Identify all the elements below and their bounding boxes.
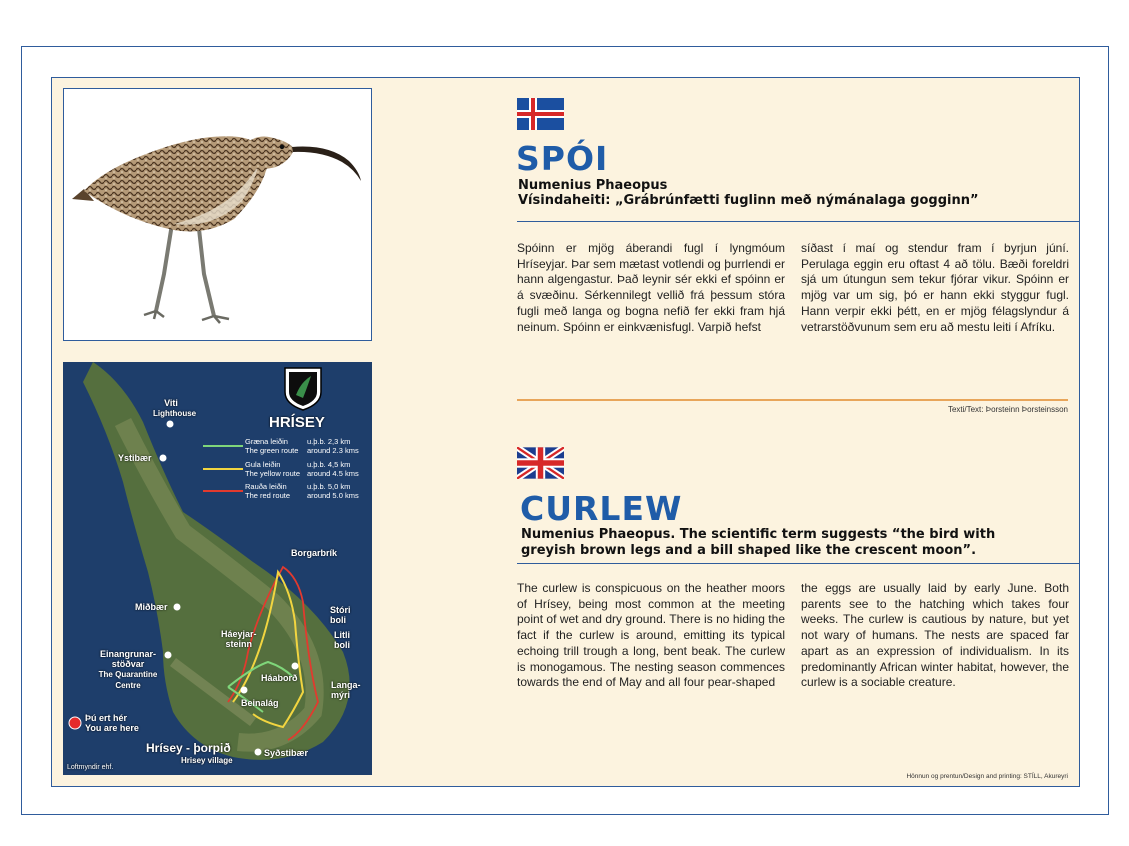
- uk-flag-icon: [517, 447, 564, 479]
- english-column-2: the eggs are usually laid by early June. Both parents see to the hatching which takes four weeks. The curlew is cautious by nature, but yet not wary of humans. The nests are spaced far apart as an expression of individualism. In its predominantly African winter habitat, however, the curlew is a sociable creature.: [801, 581, 1069, 690]
- label-you-are-here: Þú ert hér You are here: [85, 713, 139, 733]
- legend-yellow: Gula leiðin u.þ.b. 4,5 km The yellow route around 4.5 kms: [245, 460, 359, 478]
- label-ystibaer: Ystibær: [118, 453, 152, 463]
- label-sydstibaer: Syðstibær: [264, 748, 309, 758]
- english-column-1: The curlew is conspicuous on the heather moors of Hrísey, being most common at the meeting point of wet and dry ground. There is no hiding the fact if the curlew is around, emitting its typical echoing trill trough a long, bent beak. The curlew is monogamous. The nesting season commences towards the end of May and all four pear-shaped: [517, 581, 785, 690]
- icelandic-latin-name: Numenius Phaeopus: [518, 178, 668, 193]
- label-haeyjarsteinn: Háeyjar- steinn: [221, 629, 257, 649]
- icelandic-title: SPÓI: [516, 139, 609, 178]
- english-divider: [517, 563, 1079, 564]
- iceland-flag-icon: [517, 98, 564, 130]
- label-midbaer: Miðbær: [135, 602, 168, 612]
- label-litli-boli: Litli boli: [334, 630, 350, 650]
- legend-red-line: [203, 490, 243, 492]
- label-langamyri: Langa- mýri: [331, 680, 361, 700]
- english-subtitle-2: greyish brown legs and a bill shaped like the crescent moon”.: [521, 543, 977, 558]
- english-subtitle-1: Numenius Phaeopus. The scientific term suggests “the bird with: [521, 527, 996, 542]
- design-credit: Hönnun og prentun/Design and printing: STÍLL, Akureyri: [906, 773, 1068, 780]
- label-haabord: Háaborð: [261, 673, 298, 683]
- legend-green-line: [203, 445, 243, 447]
- section-separator: [517, 399, 1068, 401]
- photo-credit: Loftmyndir ehf.: [67, 764, 114, 771]
- icelandic-subtitle: Vísindaheiti: „Grábrúnfætti fuglinn með nýmánalaga gogginn”: [518, 193, 979, 208]
- label-beinalag: Beinalág: [241, 698, 279, 708]
- label-village: Hrísey - þorpið: [146, 741, 231, 755]
- curlew-illustration: [63, 88, 372, 341]
- icelandic-column-1: Spóinn er mjög áberandi fugl í lyngmóum Hríseyjar. Þar sem mætast votlendi og þurrlendi er hann algengastur. Það leynir sér ekki ef spóinn er á svæðinu. Sérkennilegt vellið frá þessum stóra fugli með langa og bogna nefið fer ekki fram hjá neinum. Spóinn er einkvænisfugl. Varpið hefst: [517, 241, 785, 334]
- label-stori-boli: Stóri boli: [330, 605, 351, 625]
- label-quarantine: Einangrunar- stöðvar The Quarantine Centre: [98, 649, 158, 690]
- map-title: HRÍSEY: [269, 414, 325, 431]
- legend-red: Rauða leiðin u.þ.b. 5,0 km The red route around 5.0 kms: [245, 482, 359, 500]
- label-viti: Viti Lighthouse: [153, 398, 197, 418]
- label-village-en: Hrisey village: [181, 756, 233, 765]
- english-title: CURLEW: [520, 489, 683, 528]
- legend-yellow-line: [203, 468, 243, 470]
- curlew-bird-drawing: [64, 89, 371, 340]
- hrisey-map: [63, 362, 372, 775]
- label-borgarbrik: Borgarbrík: [291, 548, 338, 558]
- legend-green: Græna leiðin u.þ.b. 2,3 km The green route around 2.3 kms: [245, 437, 359, 455]
- icelandic-column-2: síðast í maí og stendur fram í byrjun júní. Perulaga eggin eru oftast 4 að tölu. Bæði foreldri sjá um útungun sem tekur fjórar vikur. Spóinn er mjög var um sig, þó er hann ekki styggur fugl. Hann verpir ekki þétt, en er mjög félagslyndur á vetrarstöðvunum sem eru að mestu leiti í Afríku.: [801, 241, 1069, 334]
- text-credit: Texti/Text: Þorsteinn Þorsteinsson: [947, 405, 1068, 414]
- icelandic-divider: [517, 221, 1079, 222]
